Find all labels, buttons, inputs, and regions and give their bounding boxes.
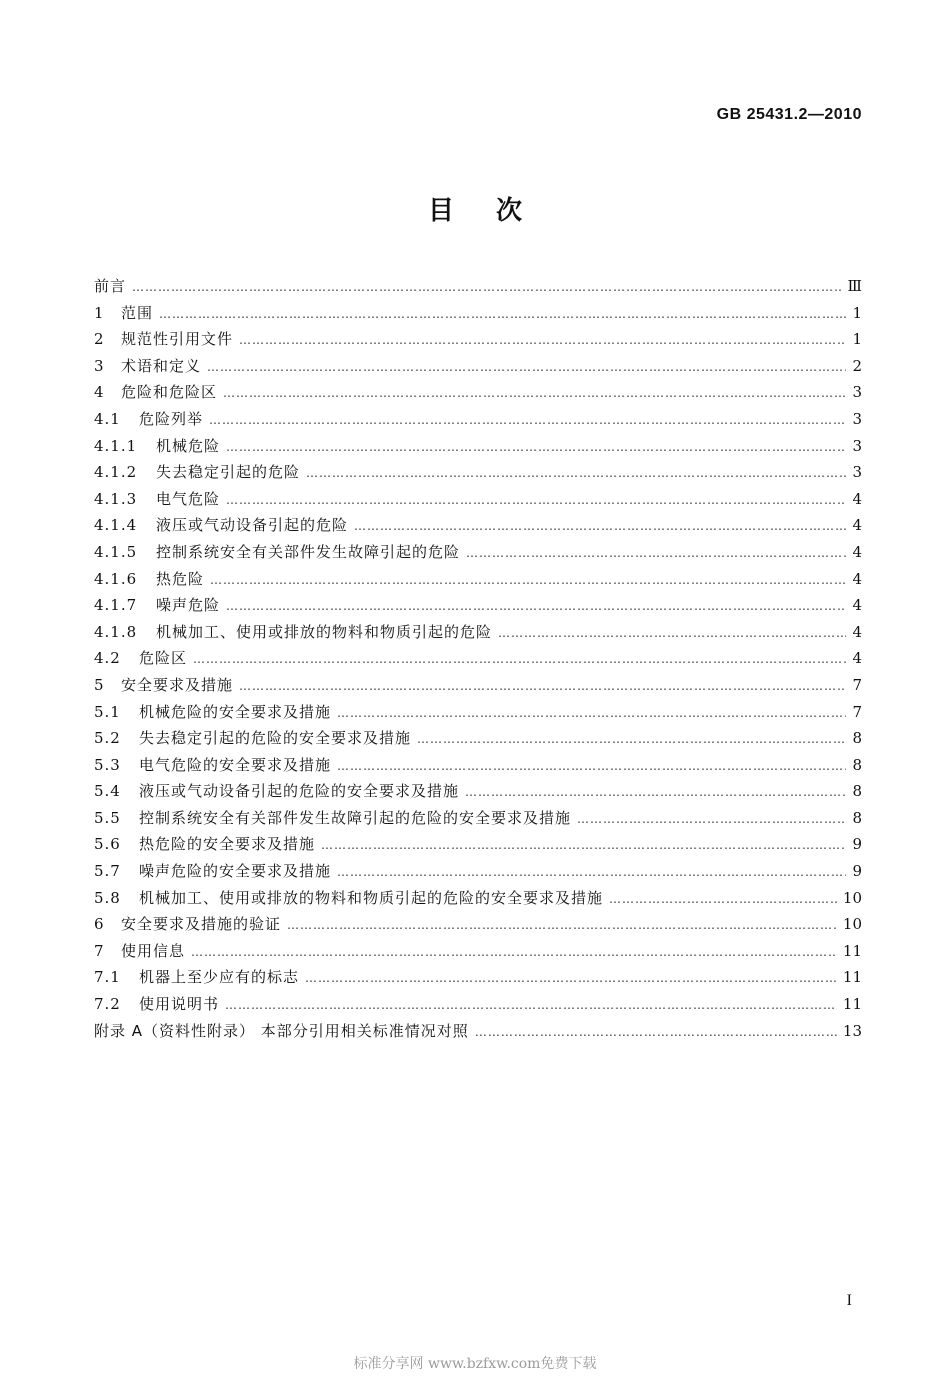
toc-entry-page: 3 bbox=[852, 383, 862, 402]
toc-entry-number: 4.1.6 bbox=[94, 569, 138, 588]
toc-entry-title: 机械加工、使用或排放的物料和物质引起的危险的安全要求及措施 bbox=[139, 888, 604, 907]
toc-entry[interactable] bbox=[94, 991, 862, 1018]
toc-leader-dots bbox=[466, 540, 846, 567]
toc-entry-number: 4 bbox=[94, 383, 105, 402]
toc-leader-dots bbox=[337, 700, 846, 727]
toc-entry-title: 失去稳定引起的危险 bbox=[156, 463, 301, 482]
toc-entry-page: 4 bbox=[852, 649, 862, 668]
toc-entry-number: 5.2 bbox=[94, 729, 121, 748]
toc-entry-page: 10 bbox=[842, 888, 862, 907]
toc-entry-title: 热危险 bbox=[156, 569, 205, 588]
toc-entry-number: 1 bbox=[94, 303, 105, 322]
toc-leader-dots bbox=[193, 646, 846, 673]
toc-entry[interactable] bbox=[94, 911, 862, 938]
toc-entry-title: 失去稳定引起的危险的安全要求及措施 bbox=[139, 729, 412, 748]
toc-entry-title: 机械危险的安全要求及措施 bbox=[139, 702, 332, 721]
toc-entry-title: 危险列举 bbox=[139, 409, 204, 428]
toc-entry-title: 机器上至少应有的标志 bbox=[139, 968, 300, 987]
toc-entry-title: 危险区 bbox=[139, 649, 188, 668]
toc-leader-dots bbox=[207, 354, 846, 381]
toc-leader-dots bbox=[226, 434, 846, 461]
table-of-contents bbox=[94, 273, 862, 1044]
toc-entry-page: Ⅲ bbox=[847, 277, 862, 295]
toc-entry[interactable] bbox=[94, 273, 862, 300]
toc-entry-number: 4.1.8 bbox=[94, 622, 138, 641]
toc-entry[interactable] bbox=[94, 778, 862, 805]
toc-entry[interactable] bbox=[94, 725, 862, 752]
toc-entry[interactable] bbox=[94, 619, 862, 646]
toc-leader-dots bbox=[577, 806, 846, 833]
toc-entry[interactable] bbox=[94, 885, 862, 912]
toc-leader-dots bbox=[226, 593, 846, 620]
toc-entry-title: 热危险的安全要求及措施 bbox=[139, 835, 316, 854]
toc-entry-number: 4.2 bbox=[94, 649, 121, 668]
toc-entry-page: 7 bbox=[852, 675, 862, 694]
toc-entry-title: 范围 bbox=[121, 303, 154, 322]
toc-entry-number: 5.7 bbox=[94, 862, 121, 881]
toc-entry-page: 3 bbox=[852, 436, 862, 455]
toc-leader-dots bbox=[475, 1019, 837, 1046]
toc-entry[interactable] bbox=[94, 831, 862, 858]
toc-entry-title: 液压或气动设备引起的危险 bbox=[156, 516, 349, 535]
toc-entry-page: 4 bbox=[852, 622, 862, 641]
toc-leader-dots bbox=[191, 939, 837, 966]
toc-entry-page: 4 bbox=[852, 516, 862, 535]
toc-entry-page: 11 bbox=[842, 941, 862, 960]
toc-entry-title: 机械危险 bbox=[156, 436, 221, 455]
toc-leader-dots bbox=[321, 832, 846, 859]
toc-leader-dots bbox=[417, 726, 846, 753]
toc-entry-number: 4.1.3 bbox=[94, 489, 138, 508]
toc-entry-number: 5.5 bbox=[94, 808, 121, 827]
toc-entry[interactable] bbox=[94, 645, 862, 672]
toc-entry[interactable] bbox=[94, 486, 862, 513]
toc-entry-title: 机械加工、使用或排放的物料和物质引起的危险 bbox=[156, 622, 493, 641]
toc-entry-number: 7.2 bbox=[94, 995, 121, 1014]
toc-entry[interactable] bbox=[94, 379, 862, 406]
toc-leader-dots bbox=[287, 912, 837, 939]
toc-leader-dots bbox=[337, 753, 846, 780]
toc-leader-dots bbox=[223, 380, 846, 407]
toc-entry[interactable] bbox=[94, 752, 862, 779]
toc-entry-title: 控制系统安全有关部件发生故障引起的危险 bbox=[156, 542, 461, 561]
toc-entry[interactable] bbox=[94, 406, 862, 433]
toc-entry-number: 5.4 bbox=[94, 782, 121, 801]
toc-leader-dots bbox=[210, 567, 846, 594]
toc-leader-dots bbox=[337, 859, 846, 886]
toc-entry-title: 术语和定义 bbox=[121, 356, 202, 375]
toc-leader-dots bbox=[132, 274, 842, 301]
toc-entry[interactable] bbox=[94, 539, 862, 566]
toc-entry-number: 5 bbox=[94, 675, 105, 694]
toc-entry-page: 4 bbox=[852, 542, 862, 561]
toc-entry-title: 规范性引用文件 bbox=[121, 330, 234, 349]
toc-entry-page: 4 bbox=[852, 569, 862, 588]
page-title: 目次 bbox=[427, 196, 564, 226]
toc-entry[interactable] bbox=[94, 353, 862, 380]
toc-entry-number: 6 bbox=[94, 915, 105, 934]
toc-entry[interactable] bbox=[94, 459, 862, 486]
toc-entry[interactable] bbox=[94, 1018, 862, 1045]
toc-leader-dots bbox=[306, 460, 846, 487]
toc-entry-page: 9 bbox=[852, 835, 862, 854]
toc-entry[interactable] bbox=[94, 858, 862, 885]
toc-entry-title: 电气危险的安全要求及措施 bbox=[139, 755, 332, 774]
toc-entry-number: 4.1.7 bbox=[94, 596, 138, 615]
toc-entry-page: 4 bbox=[852, 596, 862, 615]
toc-entry-page: 2 bbox=[852, 356, 862, 375]
toc-entry[interactable] bbox=[94, 433, 862, 460]
toc-entry-page: 11 bbox=[842, 968, 862, 987]
toc-leader-dots bbox=[226, 487, 846, 514]
toc-entry-title: 电气危险 bbox=[156, 489, 221, 508]
toc-leader-dots bbox=[354, 513, 846, 540]
toc-entry[interactable] bbox=[94, 512, 862, 539]
toc-entry[interactable] bbox=[94, 699, 862, 726]
toc-entry-number: 3 bbox=[94, 356, 105, 375]
toc-entry-number: 2 bbox=[94, 330, 105, 349]
toc-entry-page: 7 bbox=[852, 702, 862, 721]
toc-entry-title: 前言 bbox=[94, 277, 127, 295]
toc-entry-number: 4.1.4 bbox=[94, 516, 138, 535]
toc-entry-title: 安全要求及措施 bbox=[121, 675, 234, 694]
toc-entry-title: 噪声危险的安全要求及措施 bbox=[139, 862, 332, 881]
toc-leader-dots bbox=[209, 407, 846, 434]
toc-leader-dots bbox=[498, 620, 846, 647]
toc-entry-page: 9 bbox=[852, 862, 862, 881]
toc-entry-title: 噪声危险 bbox=[156, 596, 221, 615]
toc-entry-page: 3 bbox=[852, 409, 862, 428]
toc-entry[interactable] bbox=[94, 566, 862, 593]
toc-entry-page: 13 bbox=[842, 1021, 862, 1040]
toc-entry-number: 4.1 bbox=[94, 409, 121, 428]
toc-entry-title: 控制系统安全有关部件发生故障引起的危险的安全要求及措施 bbox=[139, 808, 572, 827]
toc-entry-page: 4 bbox=[852, 489, 862, 508]
toc-entry-number: 7.1 bbox=[94, 968, 121, 987]
toc-entry[interactable] bbox=[94, 672, 862, 699]
document-id: GB 25431.2—2010 bbox=[716, 106, 862, 123]
toc-leader-dots bbox=[305, 965, 837, 992]
toc-entry[interactable] bbox=[94, 805, 862, 832]
toc-leader-dots bbox=[239, 327, 846, 354]
toc-leader-dots bbox=[225, 992, 837, 1019]
toc-entry-page: 8 bbox=[852, 729, 862, 748]
toc-entry-page: 1 bbox=[852, 330, 862, 349]
toc-entry[interactable] bbox=[94, 938, 862, 965]
toc-entry-page: 10 bbox=[842, 915, 862, 934]
toc-entry-number: 7 bbox=[94, 941, 105, 960]
page-number: I bbox=[846, 1292, 852, 1309]
toc-entry[interactable] bbox=[94, 326, 862, 353]
toc-entry-title: 使用说明书 bbox=[139, 995, 220, 1014]
toc-entry-page: 11 bbox=[842, 995, 862, 1014]
toc-entry-page: 3 bbox=[852, 463, 862, 482]
toc-entry-number: 5.8 bbox=[94, 888, 121, 907]
toc-leader-dots bbox=[159, 301, 846, 328]
toc-entry-page: 8 bbox=[852, 782, 862, 801]
toc-entry-page: 8 bbox=[852, 808, 862, 827]
toc-entry-page: 8 bbox=[852, 755, 862, 774]
toc-entry-number: 5.3 bbox=[94, 755, 121, 774]
toc-entry-page: 1 bbox=[852, 303, 862, 322]
toc-entry[interactable] bbox=[94, 300, 862, 327]
toc-entry-number: 5.6 bbox=[94, 835, 121, 854]
toc-entry[interactable] bbox=[94, 592, 862, 619]
toc-entry-number: 4.1.5 bbox=[94, 542, 138, 561]
toc-leader-dots bbox=[239, 673, 846, 700]
toc-entry-title: 使用信息 bbox=[121, 941, 186, 960]
toc-leader-dots bbox=[465, 779, 846, 806]
watermark-text: 标准分享网 www.bzfxw.com免费下载 bbox=[353, 1356, 597, 1372]
toc-leader-dots bbox=[609, 886, 837, 913]
toc-entry-title: 附录 A（资料性附录） 本部分引用相关标准情况对照 bbox=[94, 1021, 469, 1040]
toc-entry-number: 4.1.2 bbox=[94, 463, 138, 482]
toc-entry-title: 安全要求及措施的验证 bbox=[121, 915, 282, 934]
toc-entry-title: 液压或气动设备引起的危险的安全要求及措施 bbox=[139, 782, 460, 801]
toc-entry-title: 危险和危险区 bbox=[121, 383, 218, 402]
toc-entry-number: 4.1.1 bbox=[94, 436, 138, 455]
toc-entry[interactable] bbox=[94, 964, 862, 991]
toc-entry-number: 5.1 bbox=[94, 702, 121, 721]
